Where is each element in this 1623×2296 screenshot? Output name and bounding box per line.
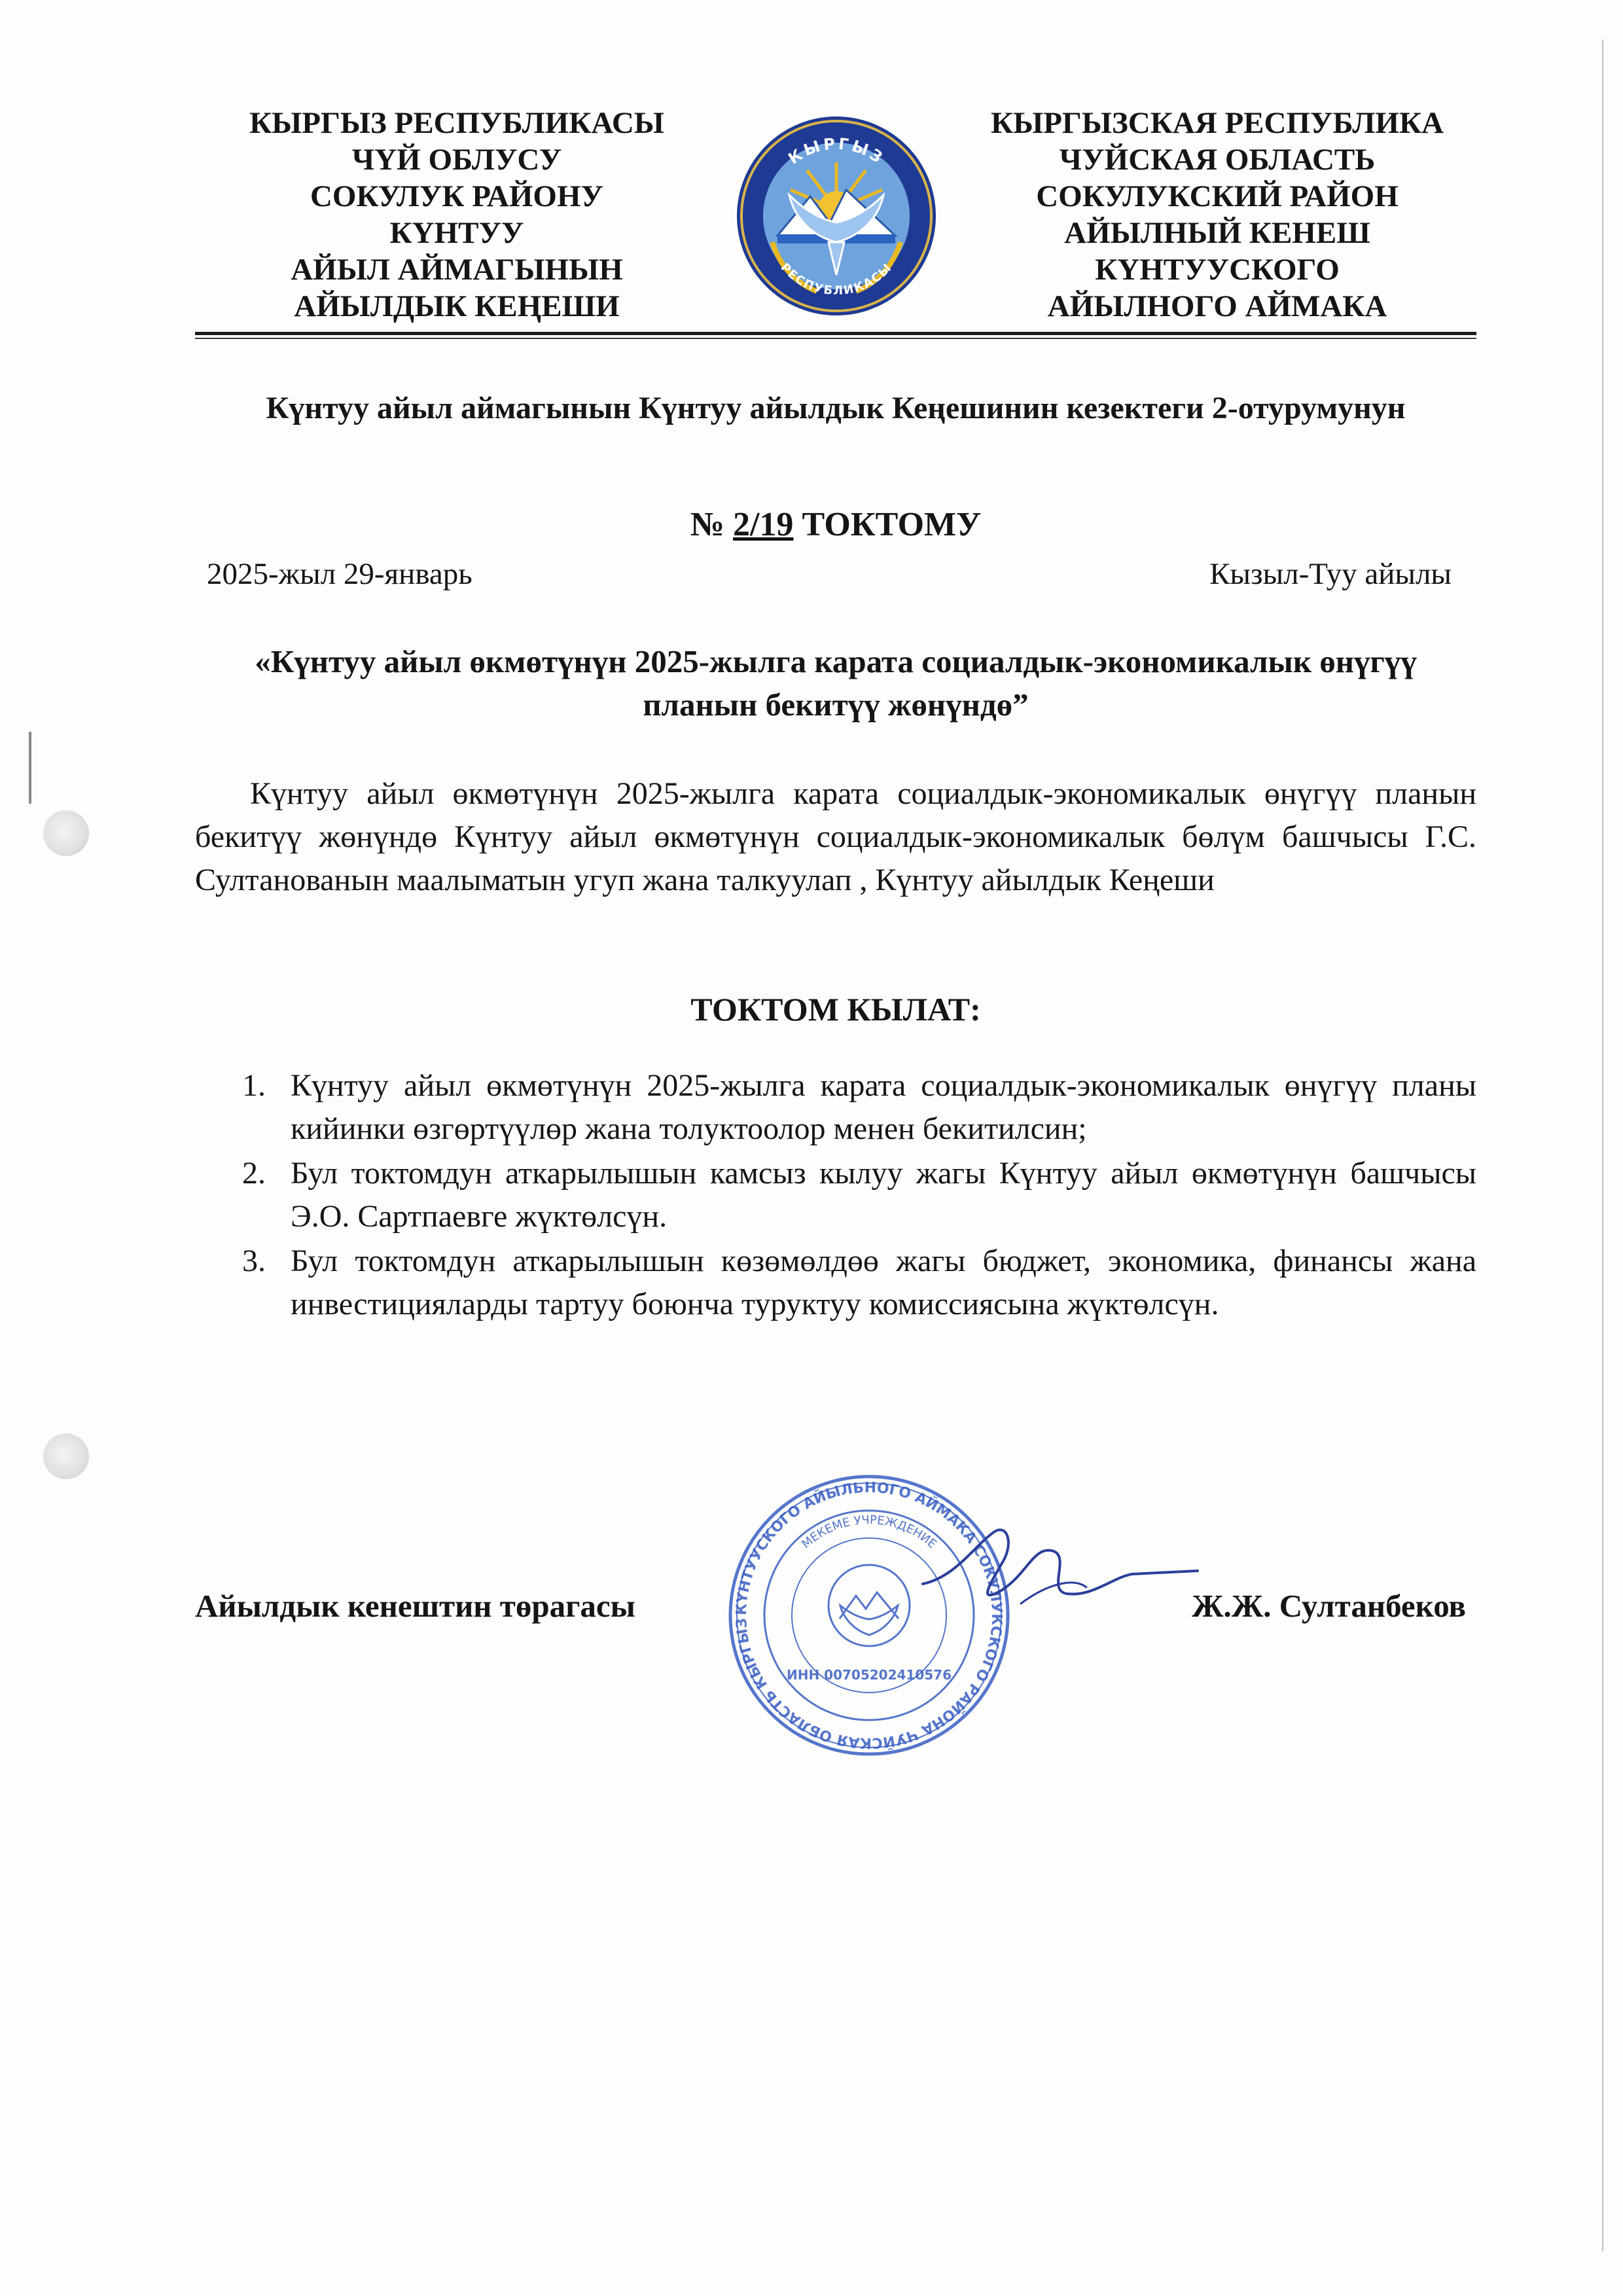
- decree-heading: [195, 504, 1476, 546]
- resolve-heading: ТОКТОМ КЫЛАТ:: [690, 991, 981, 1028]
- resolution-list: [195, 1064, 1476, 1327]
- header-left-line: КЫРГЫЗ РЕСПУБЛИКАСЫ: [249, 106, 664, 140]
- decree-subject: «Күнтуу айыл өкмөтүнүн 2025-жылга карата социалдык-экономикалык өнүгүү планын бекитүү жөнүндө”: [255, 643, 1417, 723]
- decree-suffix: ТОКТОМУ: [793, 506, 982, 543]
- header-right-line: КҮНТУУСКОГО: [1095, 253, 1340, 287]
- header-left-line: АЙЫЛДЫК КЕҢЕШИ: [294, 289, 620, 323]
- header-right-line: ЧУЙСКАЯ ОБЛАСТЬ: [1059, 143, 1376, 177]
- emblem-text-bottom: РЕСПУБЛИКАСЫ: [777, 260, 895, 298]
- header-right-line: СОКУЛУКСКИЙ РАЙОН: [1036, 179, 1399, 213]
- header-divider-thin: [195, 338, 1476, 339]
- punch-hole: [43, 810, 89, 856]
- scan-edge-mark: [29, 732, 31, 804]
- decree-prefix: №: [690, 506, 733, 543]
- list-item: [195, 1152, 1476, 1238]
- header-right-block: [962, 105, 1472, 325]
- punch-hole: [43, 1433, 89, 1479]
- decree-place: Кызыл-Туу айылы: [1209, 557, 1452, 591]
- item-text: Күнтуу айыл өкмөтүнүн 2025-жылга карата социалдык-экономикалык өнүгүү планы кийинки өзгөртүүлөр жана толуктоолор менен бекитилсин;: [291, 1068, 1476, 1146]
- header-right-line: АЙЫЛНЫЙ КЕНЕШ: [1064, 216, 1370, 250]
- header-left-line: СОКУЛУК РАЙОНУ: [310, 179, 604, 213]
- signatory-name: Ж.Ж. Султанбеков: [1192, 1588, 1466, 1624]
- header-left-line: КҮНТУУ: [389, 216, 524, 250]
- item-number: 1.: [242, 1068, 266, 1103]
- list-item: [195, 1240, 1476, 1326]
- decree-date: 2025-жыл 29-январь: [207, 557, 473, 591]
- decree-number: 2/19: [732, 506, 794, 543]
- list-item: [195, 1064, 1476, 1151]
- emblem-text-top: КЫРГЫЗ: [785, 134, 888, 168]
- stamp-outer-text: КҮНТУУСКОГО АЙЫЛЬНОГО АЙМАКА СОКУЛУКСКОГО РАЙОНА ЧУЙСКАЯ ОБЛАСТЬ КЫРГЫЗ: [733, 1479, 1005, 1751]
- item-number: 3.: [242, 1244, 266, 1278]
- item-text: Бул токтомдун аткарылышын камсыз кылуу жагы Күнтуу айыл өкмөтүнүн башчысы Э.О. Сартпаевге жүктөлсүн.: [291, 1156, 1476, 1234]
- header-right-line: АЙЫЛНОГО АЙМАКА: [1047, 289, 1387, 323]
- state-emblem-icon: [732, 111, 941, 321]
- stamp-inner-text: МЕКЕМЕ УЧРЕЖДЕНИЕ: [799, 1513, 939, 1552]
- session-title: Күнтуу айыл аймагынын Күнтуу айылдык Кеңешинин кезектеги 2-отурумунун: [266, 391, 1406, 425]
- scan-edge-line: [1602, 39, 1603, 2251]
- signatory-title: Айылдык кенештин төрагасы: [195, 1588, 635, 1624]
- header-divider: [195, 332, 1476, 335]
- header-right-line: КЫРГЫЗСКАЯ РЕСПУБЛИКА: [990, 106, 1444, 140]
- stamp-inn-text: ИНН 00705202410576: [786, 1667, 952, 1683]
- item-text: Бул токтомдун аткарылышын көзөмөлдөө жагы бюджет, экономика, финансы жана инвестицияларды тартуу боюнча туруктуу комиссиясына жүктөлсүн.: [291, 1244, 1476, 1321]
- handwritten-signature-icon: [916, 1505, 1204, 1636]
- header-left-line: АЙЫЛ АЙМАГЫНЫН: [291, 253, 623, 287]
- header-left-block: [208, 105, 705, 325]
- header-left-line: ЧҮЙ ОБЛУСУ: [351, 143, 562, 177]
- preamble-paragraph: Күнтуу айыл өкмөтүнүн 2025-жылга карата социалдык-экономикалык өнүгүү планын бекитүү жөнүндө Күнтуу айыл өкмөтүнүн социалдык-экономикалык бөлүм башчысы Г.С. Султанованын маалыматын угуп жана талкуулап , Күнтуу айылдык Кеңеши: [195, 776, 1476, 897]
- item-number: 2.: [242, 1156, 266, 1191]
